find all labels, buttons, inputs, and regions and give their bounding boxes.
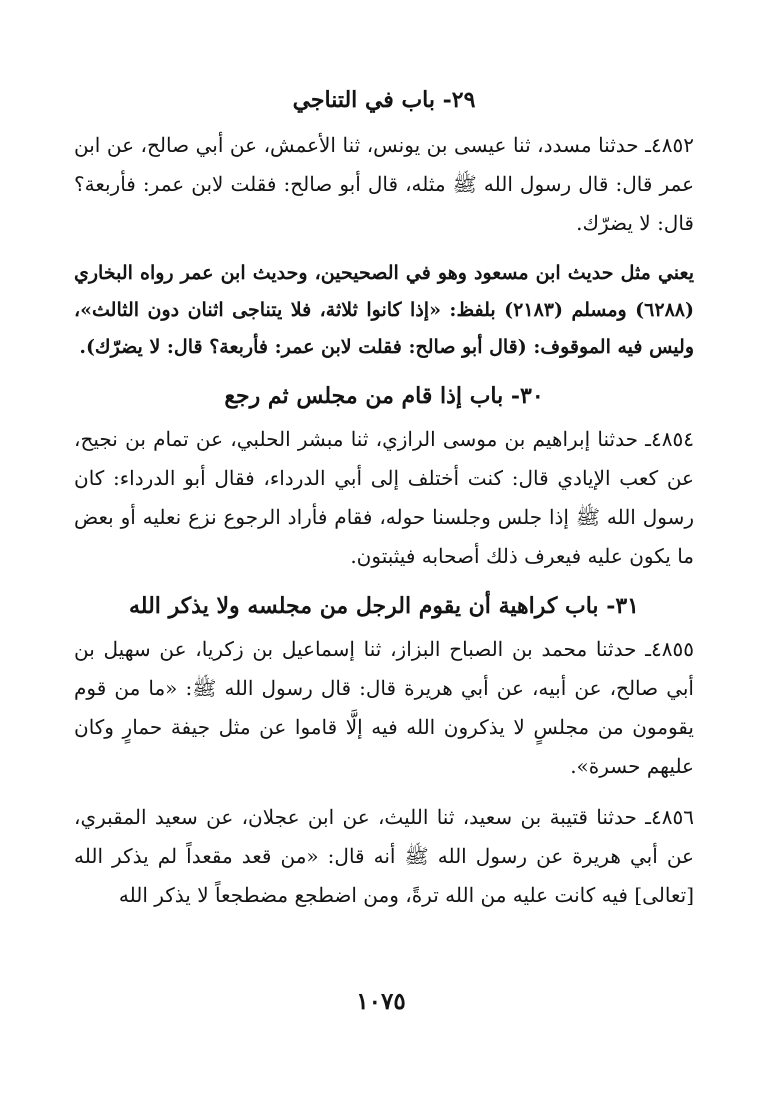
hadith-4852: ٤٨٥٢ـ حدثنا مسدد، ثنا عيسى بن يونس، ثنا الأعمش، عن أبي صالح، عن ابن عمر قال: قال رسول الله ﷺ مثله، قال أبو صالح: فقلت لابن عمر: فأربعة؟ قال: لا يضرّك. (74, 133, 694, 235)
section-heading-29: ٢٩- باب في التناجي (292, 87, 476, 113)
hadith-4855: ٤٨٥٥ـ حدثنا محمد بن الصباح البزاز، ثنا إسماعيل بن زكريا، عن سهيل بن أبي صالح، عن أبيه، عن أبي هريرة قال: قال رسول الله ﷺ: «ما من قوم يقومون من مجلسٍ لا يذكرون الله فيه إلَّا قاموا عن مثل جيفة حمارٍ وكان عليهم حسرة». (74, 637, 694, 778)
hadith-4856: ٤٨٥٦ـ حدثنا قتيبة بن سعيد، ثنا الليث، عن ابن عجلان، عن سعيد المقبري، عن أبي هريرة عن رسول الله ﷺ أنه قال: «من قعد مقعداً لم يذكر الله [تعالى] فيه كانت عليه من الله ترةً، ومن اضطجع مضطجعاً لا يذكر الله (74, 805, 694, 907)
section-heading-31: ٣١- باب كراهية أن يقوم الرجل من مجلسه ولا يذكر الله (129, 593, 639, 619)
section-heading-30: ٣٠- باب إذا قام من مجلس ثم رجع (224, 383, 544, 409)
hadith-4854: ٤٨٥٤ـ حدثنا إبراهيم بن موسى الرازي، ثنا مبشر الحلبي، عن تمام بن نجيح، عن كعب الإيادي قال: كنت أختلف إلى أبي الدرداء، فقال أبو الدرداء: كان رسول الله ﷺ إذا جلس وجلسنا حوله، فقام فأراد الرجوع نزع نعليه أو بعض ما يكون عليه فيعرف ذلك أصحابه فيثبتون. (74, 427, 694, 568)
page-number: ١٠٧٥ (356, 988, 406, 1015)
commentary-paragraph: يعني مثل حديث ابن مسعود وهو في الصحيحين، وحديث ابن عمر رواه البخاري (٦٢٨٨) ومسلم (٢١٨٣) بلفظ: «إذا كانوا ثلاثة، فلا يتناجى اثنان دون الثالث»، وليس فيه الموقوف: (قال أبو صالح: فقلت لابن عمر: فأربعة؟ قال: لا يضرّك). (74, 262, 694, 358)
